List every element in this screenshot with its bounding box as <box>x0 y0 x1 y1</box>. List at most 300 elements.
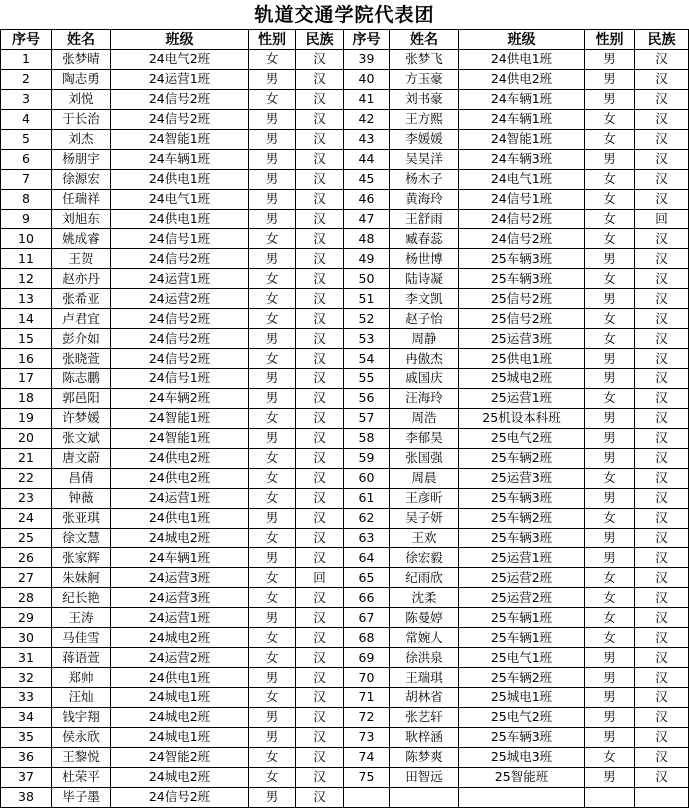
ethnicity-cell: 汉 <box>296 707 344 727</box>
name-cell: 陈曼婷 <box>390 608 459 628</box>
class-cell: 25车辆1班 <box>459 628 585 648</box>
gender-cell: 男 <box>585 249 635 269</box>
gender-cell: 女 <box>249 528 296 548</box>
ethnicity-cell: 回 <box>296 568 344 588</box>
gender-cell: 女 <box>585 229 635 249</box>
table-row <box>1 747 689 767</box>
ethnicity-cell: 汉 <box>635 69 689 89</box>
name-cell: 于长治 <box>52 109 111 129</box>
name-cell: 沈柔 <box>390 588 459 608</box>
name-cell: 张艺轩 <box>390 707 459 727</box>
class-cell: 24智能1班 <box>111 428 249 448</box>
ethnicity-cell: 汉 <box>635 688 689 708</box>
table-row <box>1 129 689 149</box>
gender-cell: 女 <box>249 468 296 488</box>
gender-cell: 男 <box>249 329 296 349</box>
index-cell: 14 <box>1 309 52 329</box>
index-cell: 15 <box>1 329 52 349</box>
index-cell: 59 <box>344 448 390 468</box>
table-row <box>1 588 689 608</box>
index-cell: 60 <box>344 468 390 488</box>
class-cell: 25运营3班 <box>459 468 585 488</box>
name-cell: 刘书豪 <box>390 89 459 109</box>
class-cell: 25车辆1班 <box>459 608 585 628</box>
ethnicity-cell: 汉 <box>635 707 689 727</box>
name-cell: 杨朋宇 <box>52 149 111 169</box>
ethnicity-cell: 汉 <box>635 767 689 787</box>
name-cell: 杜荣平 <box>52 767 111 787</box>
header-ethnicity: 民族 <box>635 30 689 50</box>
gender-cell: 男 <box>249 508 296 528</box>
gender-cell: 男 <box>249 608 296 628</box>
index-cell: 49 <box>344 249 390 269</box>
gender-cell: 男 <box>249 169 296 189</box>
index-cell: 64 <box>344 548 390 568</box>
gender-cell: 女 <box>249 688 296 708</box>
table-row <box>1 149 689 169</box>
ethnicity-cell: 汉 <box>635 428 689 448</box>
gender-cell: 女 <box>249 50 296 70</box>
index-cell: 24 <box>1 508 52 528</box>
table-row <box>1 189 689 209</box>
class-cell: 25车辆2班 <box>459 668 585 688</box>
name-cell: 侯永欣 <box>52 727 111 747</box>
ethnicity-cell: 汉 <box>635 488 689 508</box>
class-cell: 24供电1班 <box>111 668 249 688</box>
gender-cell: 女 <box>249 408 296 428</box>
page-title: 轨道交通学院代表团 <box>254 4 435 26</box>
name-cell: 毕子墨 <box>52 787 111 807</box>
gender-cell: 男 <box>585 408 635 428</box>
table-row <box>1 428 689 448</box>
class-cell: 24运营2班 <box>111 648 249 668</box>
index-cell: 4 <box>1 109 52 129</box>
name-cell: 徐宏毅 <box>390 548 459 568</box>
name-cell <box>390 787 459 807</box>
table-row <box>1 668 689 688</box>
gender-cell: 女 <box>249 488 296 508</box>
table-row <box>1 787 689 807</box>
gender-cell: 男 <box>249 727 296 747</box>
class-cell: 24智能1班 <box>111 408 249 428</box>
table-row <box>1 448 689 468</box>
ethnicity-cell: 汉 <box>635 568 689 588</box>
class-cell: 24信号2班 <box>111 109 249 129</box>
name-cell: 张梦飞 <box>390 50 459 70</box>
index-cell: 20 <box>1 428 52 448</box>
gender-cell: 女 <box>249 648 296 668</box>
name-cell: 张希亚 <box>52 289 111 309</box>
table-row <box>1 109 689 129</box>
index-cell: 29 <box>1 608 52 628</box>
index-cell: 74 <box>344 747 390 767</box>
ethnicity-cell: 汉 <box>635 608 689 628</box>
name-cell: 赵亦丹 <box>52 269 111 289</box>
ethnicity-cell: 汉 <box>635 149 689 169</box>
index-cell: 51 <box>344 289 390 309</box>
table-row <box>1 548 689 568</box>
ethnicity-cell: 汉 <box>635 309 689 329</box>
name-cell: 刘旭东 <box>52 209 111 229</box>
table-row <box>1 329 689 349</box>
name-cell: 张梦晴 <box>52 50 111 70</box>
ethnicity-cell: 汉 <box>635 269 689 289</box>
class-cell: 25电气1班 <box>459 648 585 668</box>
index-cell: 35 <box>1 727 52 747</box>
name-cell: 赵子怡 <box>390 309 459 329</box>
name-cell: 陈梦爽 <box>390 747 459 767</box>
name-cell: 唐文蔚 <box>52 448 111 468</box>
name-cell: 任瑞祥 <box>52 189 111 209</box>
class-cell: 24供电1班 <box>111 209 249 229</box>
gender-cell: 男 <box>585 149 635 169</box>
ethnicity-cell: 汉 <box>635 648 689 668</box>
gender-cell: 女 <box>585 209 635 229</box>
ethnicity-cell: 汉 <box>635 588 689 608</box>
gender-cell: 男 <box>249 388 296 408</box>
name-cell: 郭邑阳 <box>52 388 111 408</box>
header-class: 班级 <box>459 30 585 50</box>
gender-cell: 女 <box>585 109 635 129</box>
class-cell: 24信号2班 <box>111 249 249 269</box>
ethnicity-cell: 汉 <box>635 50 689 70</box>
header-gender: 性别 <box>249 30 296 50</box>
ethnicity-cell: 汉 <box>296 149 344 169</box>
index-cell: 61 <box>344 488 390 508</box>
class-cell: 24电气1班 <box>459 169 585 189</box>
gender-cell: 男 <box>249 109 296 129</box>
gender-cell: 男 <box>585 369 635 389</box>
ethnicity-cell: 汉 <box>635 448 689 468</box>
class-cell: 24车辆1班 <box>111 548 249 568</box>
class-cell: 25车辆2班 <box>459 508 585 528</box>
name-cell: 王方熙 <box>390 109 459 129</box>
class-cell: 25城电3班 <box>459 747 585 767</box>
gender-cell: 女 <box>585 747 635 767</box>
index-cell: 56 <box>344 388 390 408</box>
index-cell: 1 <box>1 50 52 70</box>
name-cell: 蒋语萱 <box>52 648 111 668</box>
index-cell: 68 <box>344 628 390 648</box>
index-cell: 57 <box>344 408 390 428</box>
index-cell: 22 <box>1 468 52 488</box>
gender-cell <box>585 787 635 807</box>
index-cell: 2 <box>1 69 52 89</box>
class-cell: 25电气2班 <box>459 707 585 727</box>
index-cell: 41 <box>344 89 390 109</box>
ethnicity-cell: 汉 <box>296 727 344 747</box>
table-row <box>1 209 689 229</box>
gender-cell: 男 <box>249 129 296 149</box>
gender-cell: 男 <box>249 428 296 448</box>
gender-cell: 男 <box>585 688 635 708</box>
name-cell: 汪灿 <box>52 688 111 708</box>
gender-cell: 男 <box>249 209 296 229</box>
ethnicity-cell: 汉 <box>296 89 344 109</box>
name-cell: 戚国庆 <box>390 369 459 389</box>
gender-cell: 男 <box>585 69 635 89</box>
gender-cell: 女 <box>249 309 296 329</box>
index-cell: 26 <box>1 548 52 568</box>
table-row <box>1 89 689 109</box>
ethnicity-cell: 汉 <box>296 309 344 329</box>
class-cell: 24供电2班 <box>111 468 249 488</box>
index-cell: 73 <box>344 727 390 747</box>
index-cell: 53 <box>344 329 390 349</box>
ethnicity-cell: 汉 <box>296 528 344 548</box>
index-cell: 63 <box>344 528 390 548</box>
gender-cell: 女 <box>585 388 635 408</box>
gender-cell: 女 <box>585 169 635 189</box>
gender-cell: 男 <box>585 50 635 70</box>
index-cell: 11 <box>1 249 52 269</box>
class-cell: 24运营1班 <box>111 608 249 628</box>
gender-cell: 男 <box>585 89 635 109</box>
class-cell: 24信号2班 <box>111 349 249 369</box>
class-cell: 24信号2班 <box>111 89 249 109</box>
class-cell: 24信号2班 <box>459 229 585 249</box>
class-cell: 24城电1班 <box>111 688 249 708</box>
index-cell: 39 <box>344 50 390 70</box>
class-cell: 24供电2班 <box>111 448 249 468</box>
name-cell: 王舒雨 <box>390 209 459 229</box>
header-gender: 性别 <box>585 30 635 50</box>
class-cell: 24城电2班 <box>111 628 249 648</box>
name-cell: 陆诗凝 <box>390 269 459 289</box>
index-cell: 25 <box>1 528 52 548</box>
ethnicity-cell: 汉 <box>296 588 344 608</box>
name-cell: 李郁昊 <box>390 428 459 448</box>
index-cell: 46 <box>344 189 390 209</box>
gender-cell: 女 <box>249 767 296 787</box>
class-cell: 25机设本科班 <box>459 408 585 428</box>
name-cell: 姚成睿 <box>52 229 111 249</box>
header-index: 序号 <box>1 30 52 50</box>
table-row <box>1 50 689 70</box>
name-cell: 徐洪泉 <box>390 648 459 668</box>
class-cell: 24信号1班 <box>459 189 585 209</box>
index-cell: 31 <box>1 648 52 668</box>
gender-cell: 女 <box>249 568 296 588</box>
index-cell: 6 <box>1 149 52 169</box>
gender-cell: 女 <box>585 189 635 209</box>
index-cell: 28 <box>1 588 52 608</box>
name-cell: 陶志勇 <box>52 69 111 89</box>
gender-cell: 女 <box>249 229 296 249</box>
name-cell: 汪海玲 <box>390 388 459 408</box>
class-cell: 24车辆2班 <box>111 388 249 408</box>
index-cell: 42 <box>344 109 390 129</box>
table-row <box>1 269 689 289</box>
index-cell: 30 <box>1 628 52 648</box>
name-cell: 周晨 <box>390 468 459 488</box>
class-cell: 24运营2班 <box>111 289 249 309</box>
name-cell: 王瑞琪 <box>390 668 459 688</box>
ethnicity-cell: 汉 <box>635 129 689 149</box>
table-row <box>1 707 689 727</box>
class-cell: 24信号2班 <box>111 309 249 329</box>
ethnicity-cell: 汉 <box>296 189 344 209</box>
ethnicity-cell: 汉 <box>635 408 689 428</box>
class-cell <box>459 787 585 807</box>
ethnicity-cell: 汉 <box>635 229 689 249</box>
ethnicity-cell: 汉 <box>296 349 344 369</box>
index-cell: 45 <box>344 169 390 189</box>
table-row <box>1 488 689 508</box>
name-cell: 张文斌 <box>52 428 111 448</box>
index-cell: 50 <box>344 269 390 289</box>
gender-cell: 男 <box>249 69 296 89</box>
index-cell: 40 <box>344 69 390 89</box>
table-row <box>1 309 689 329</box>
table-row <box>1 408 689 428</box>
gender-cell: 女 <box>585 329 635 349</box>
index-cell: 32 <box>1 668 52 688</box>
class-cell: 25车辆3班 <box>459 528 585 548</box>
ethnicity-cell: 汉 <box>296 628 344 648</box>
name-cell: 黄海玲 <box>390 189 459 209</box>
ethnicity-cell: 汉 <box>296 109 344 129</box>
roster-body <box>1 50 689 808</box>
table-row <box>1 249 689 269</box>
name-cell: 耿梓涵 <box>390 727 459 747</box>
index-cell: 9 <box>1 209 52 229</box>
gender-cell: 男 <box>249 548 296 568</box>
class-cell: 25车辆3班 <box>459 249 585 269</box>
ethnicity-cell: 汉 <box>296 369 344 389</box>
class-cell: 25车辆3班 <box>459 269 585 289</box>
index-cell: 69 <box>344 648 390 668</box>
name-cell: 胡林省 <box>390 688 459 708</box>
class-cell: 24供电2班 <box>459 69 585 89</box>
gender-cell: 女 <box>585 269 635 289</box>
name-cell: 王欢 <box>390 528 459 548</box>
class-cell: 24车辆1班 <box>111 149 249 169</box>
ethnicity-cell: 汉 <box>635 189 689 209</box>
ethnicity-cell: 汉 <box>296 408 344 428</box>
index-cell: 37 <box>1 767 52 787</box>
class-cell: 24车辆1班 <box>459 89 585 109</box>
table-row <box>1 568 689 588</box>
ethnicity-cell: 汉 <box>635 249 689 269</box>
gender-cell: 女 <box>249 747 296 767</box>
ethnicity-cell: 汉 <box>296 688 344 708</box>
name-cell: 彭介如 <box>52 329 111 349</box>
ethnicity-cell: 汉 <box>296 448 344 468</box>
name-cell: 常婉人 <box>390 628 459 648</box>
gender-cell: 男 <box>585 668 635 688</box>
class-cell: 25城电2班 <box>459 369 585 389</box>
index-cell: 27 <box>1 568 52 588</box>
class-cell: 25运营3班 <box>459 329 585 349</box>
gender-cell: 女 <box>585 628 635 648</box>
name-cell: 李媛媛 <box>390 129 459 149</box>
class-cell: 25电气2班 <box>459 428 585 448</box>
gender-cell: 男 <box>249 707 296 727</box>
table-row <box>1 69 689 89</box>
table-row <box>1 229 689 249</box>
ethnicity-cell: 汉 <box>635 468 689 488</box>
name-cell: 冉傲杰 <box>390 349 459 369</box>
ethnicity-cell: 汉 <box>296 468 344 488</box>
index-cell: 38 <box>1 787 52 807</box>
gender-cell: 男 <box>249 668 296 688</box>
class-cell: 24信号1班 <box>111 229 249 249</box>
name-cell: 田智远 <box>390 767 459 787</box>
gender-cell: 女 <box>249 448 296 468</box>
class-cell: 24供电1班 <box>111 169 249 189</box>
index-cell: 34 <box>1 707 52 727</box>
ethnicity-cell: 汉 <box>296 608 344 628</box>
table-row <box>1 727 689 747</box>
ethnicity-cell: 汉 <box>296 269 344 289</box>
class-cell: 25供电1班 <box>459 349 585 369</box>
name-cell: 刘杰 <box>52 129 111 149</box>
index-cell: 66 <box>344 588 390 608</box>
ethnicity-cell: 汉 <box>296 548 344 568</box>
class-cell: 24信号2班 <box>111 787 249 807</box>
ethnicity-cell: 汉 <box>635 289 689 309</box>
name-cell: 臧春蕊 <box>390 229 459 249</box>
header-class: 班级 <box>111 30 249 50</box>
class-cell: 24智能1班 <box>111 129 249 149</box>
index-cell: 33 <box>1 688 52 708</box>
class-cell: 25运营1班 <box>459 548 585 568</box>
name-cell: 徐文慧 <box>52 528 111 548</box>
ethnicity-cell: 汉 <box>635 628 689 648</box>
ethnicity-cell: 汉 <box>635 528 689 548</box>
name-cell: 李文凯 <box>390 289 459 309</box>
index-cell: 70 <box>344 668 390 688</box>
class-cell: 24信号2班 <box>111 329 249 349</box>
class-cell: 24城电1班 <box>111 727 249 747</box>
index-cell: 58 <box>344 428 390 448</box>
gender-cell: 女 <box>585 468 635 488</box>
name-cell: 郑帅 <box>52 668 111 688</box>
ethnicity-cell: 汉 <box>635 109 689 129</box>
name-cell: 周浩 <box>390 408 459 428</box>
ethnicity-cell: 汉 <box>296 767 344 787</box>
index-cell: 67 <box>344 608 390 628</box>
table-row <box>1 508 689 528</box>
index-cell: 55 <box>344 369 390 389</box>
table-row <box>1 528 689 548</box>
name-cell: 吴昊洋 <box>390 149 459 169</box>
ethnicity-cell: 汉 <box>296 50 344 70</box>
table-row <box>1 608 689 628</box>
name-cell: 王贺 <box>52 249 111 269</box>
gender-cell: 男 <box>249 369 296 389</box>
name-cell: 钱宇翔 <box>52 707 111 727</box>
header-row <box>1 30 689 50</box>
name-cell: 钟薇 <box>52 488 111 508</box>
gender-cell: 女 <box>249 628 296 648</box>
class-cell: 24运营3班 <box>111 568 249 588</box>
ethnicity-cell: 回 <box>635 209 689 229</box>
gender-cell: 女 <box>249 588 296 608</box>
class-cell: 25运营2班 <box>459 588 585 608</box>
gender-cell: 女 <box>249 349 296 369</box>
name-cell: 陈志鹏 <box>52 369 111 389</box>
index-cell <box>344 787 390 807</box>
index-cell: 52 <box>344 309 390 329</box>
ethnicity-cell: 汉 <box>296 668 344 688</box>
ethnicity-cell: 汉 <box>635 668 689 688</box>
name-cell: 吴子妍 <box>390 508 459 528</box>
ethnicity-cell: 汉 <box>635 548 689 568</box>
gender-cell: 男 <box>585 349 635 369</box>
class-cell: 24智能1班 <box>459 129 585 149</box>
